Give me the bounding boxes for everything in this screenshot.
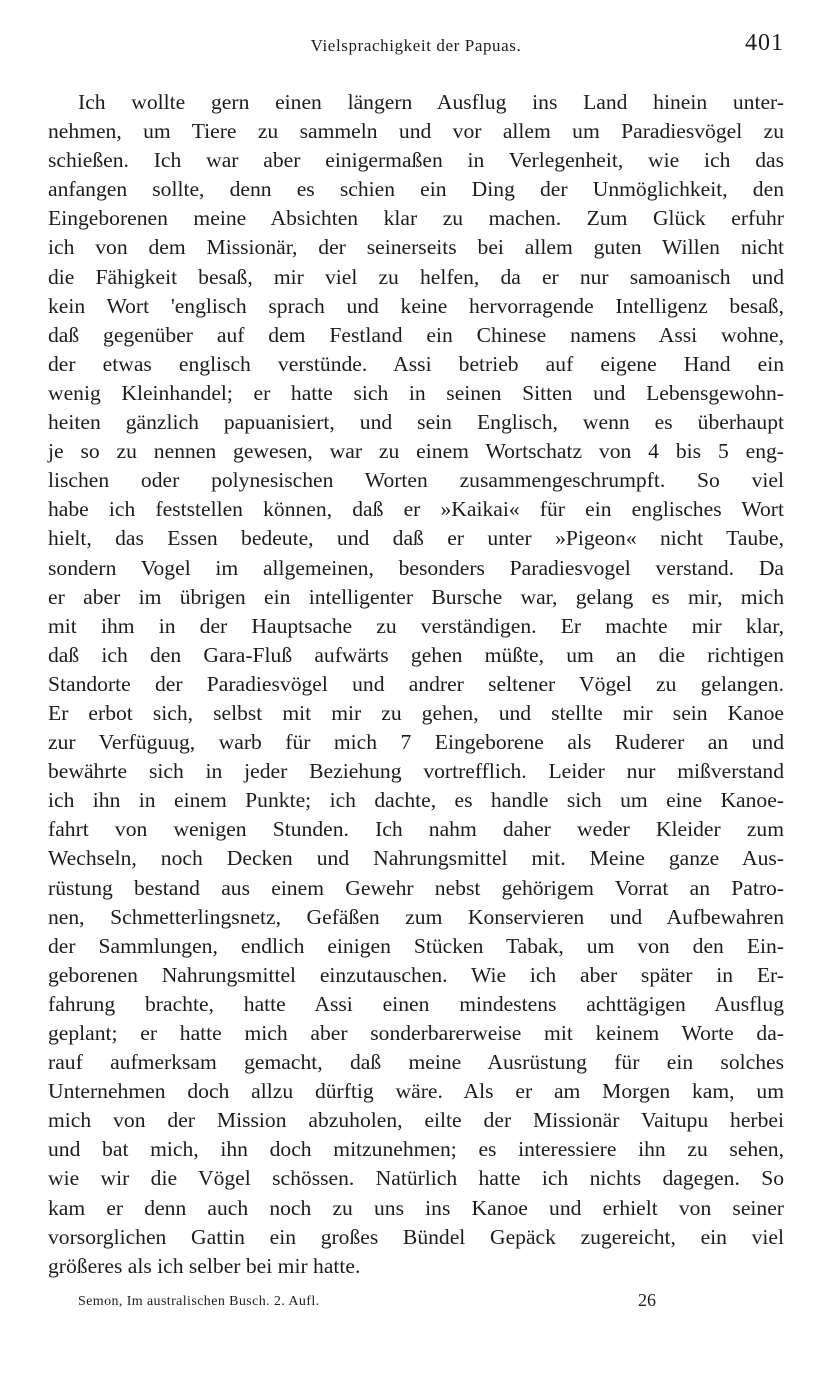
text-line: heiten gänzlich papuanisiert, und sein Englisch, wenn es überhaupt	[48, 410, 784, 435]
text-line: der etwas englisch verstünde. Assi betrieb auf eigene Hand ein	[48, 351, 784, 376]
text-line: sondern Vogel im allgemeinen, besonders Paradiesvogel verstand. Da	[48, 555, 784, 580]
text-line: Eingeborenen meine Absichten klar zu machen. Zum Glück erfuhr	[48, 206, 784, 231]
text-line: vorsorglichen Gattin ein großes Bündel Gepäck zugereicht, ein viel	[48, 1224, 784, 1249]
text-line: geplant; er hatte mich aber sonderbarerweise mit keinem Worte da-	[48, 1021, 784, 1045]
text-line: mich von der Mission abzuholen, eilte der Missionär Vaitupu herbei	[48, 1108, 784, 1133]
text-line: rüstung bestand aus einem Gewehr nebst gehörigem Vorrat an Patro-	[48, 875, 784, 900]
text-line: ich von dem Missionär, der seinerseits bei allem guten Willen nicht	[48, 235, 784, 260]
text-line: zur Verfüguug, warb für mich 7 Eingeborene als Ruderer an und	[48, 730, 784, 755]
text-line: daß gegenüber auf dem Festland ein Chinese namens Assi wohne,	[48, 322, 784, 347]
text-line: der Sammlungen, endlich einigen Stücken Tabak, um von den Ein-	[48, 933, 784, 958]
text-line: ich ihn in einem Punkte; ich dachte, es handle sich um eine Kanoe-	[48, 788, 784, 813]
text-line: und bat mich, ihn doch mitzunehmen; es interessiere ihn zu sehen,	[48, 1137, 784, 1162]
text-line: daß ich den Gara-Fluß aufwärts gehen müßte, um an die richtigen	[48, 642, 784, 667]
text-line: die Fähigkeit besaß, mir viel zu helfen, da er nur samoanisch und	[48, 264, 784, 289]
signature-mark: 26	[638, 1290, 656, 1310]
page-footer	[78, 1290, 708, 1314]
text-line: er aber im übrigen ein intelligenter Bursche war, gelang es mir, mich	[48, 584, 784, 609]
text-line: Ich wollte gern einen längern Ausflug ins Land hinein unter-	[78, 90, 784, 114]
text-line: rauf aufmerksam gemacht, daß meine Ausrüstung für ein solches	[48, 1050, 784, 1075]
text-line: kam er denn auch noch zu uns ins Kanoe und erhielt von seiner	[48, 1195, 784, 1220]
text-line: schießen. Ich war aber einigermaßen in Verlegenheit, wie ich das	[48, 148, 784, 173]
text-line: hielt, das Essen bedeute, und daß er unter »Pigeon« nicht Taube,	[48, 526, 784, 551]
text-line: geborenen Nahrungsmittel einzutauschen. Wie ich aber später in Er-	[48, 962, 784, 987]
footer-source-note: Semon, Im australischen Busch. 2. Aufl.	[78, 1294, 320, 1309]
text-line: mit ihm in der Hauptsache zu verständigen. Er machte mir klar,	[48, 613, 784, 638]
running-head	[48, 30, 784, 70]
text-line: anfangen sollte, denn es schien ein Ding der Unmöglichkeit, den	[48, 177, 784, 202]
text-line: nen, Schmetterlingsnetz, Gefäßen zum Konservieren und Aufbewahren	[48, 904, 784, 929]
text-line: Standorte der Paradiesvögel und andrer seltener Vögel zu gelangen.	[48, 671, 784, 696]
text-line: größeres als ich selber bei mir hatte.	[48, 1253, 361, 1278]
text-line: fahrt von wenigen Stunden. Ich nahm daher weder Kleider zum	[48, 817, 784, 842]
body-text	[48, 88, 784, 1281]
text-line: habe ich feststellen können, daß er »Kaikai« für ein englisches Wort	[48, 497, 784, 522]
text-line: bewährte sich in jeder Beziehung vortrefflich. Leider nur mißverstand	[48, 759, 784, 784]
page-number: 401	[745, 30, 784, 56]
text-line: nehmen, um Tiere zu sammeln und vor allem um Paradiesvögel zu	[48, 119, 784, 144]
text-line: lischen oder polynesischen Worten zusammengeschrumpft. So viel	[48, 468, 784, 493]
text-line: fahrung brachte, hatte Assi einen mindestens achttägigen Ausflug	[48, 991, 784, 1016]
text-line: je so zu nennen gewesen, war zu einem Wortschatz von 4 bis 5 eng-	[48, 439, 784, 464]
text-line: kein Wort 'englisch sprach und keine hervorragende Intelligenz besaß,	[48, 293, 784, 318]
running-title: Vielsprachigkeit der Papuas.	[310, 36, 522, 55]
text-line: Unternehmen doch allzu dürftig wäre. Als er am Morgen kam, um	[48, 1079, 784, 1104]
text-line: Wechseln, noch Decken und Nahrungsmittel mit. Meine ganze Aus-	[48, 846, 784, 871]
text-line: wenig Kleinhandel; er hatte sich in seinen Sitten und Lebensgewohn-	[48, 380, 784, 405]
text-line: wie wir die Vögel schössen. Natürlich hatte ich nichts dagegen. So	[48, 1166, 784, 1191]
text-line: Er erbot sich, selbst mit mir zu gehen, und stellte mir sein Kanoe	[48, 700, 784, 725]
